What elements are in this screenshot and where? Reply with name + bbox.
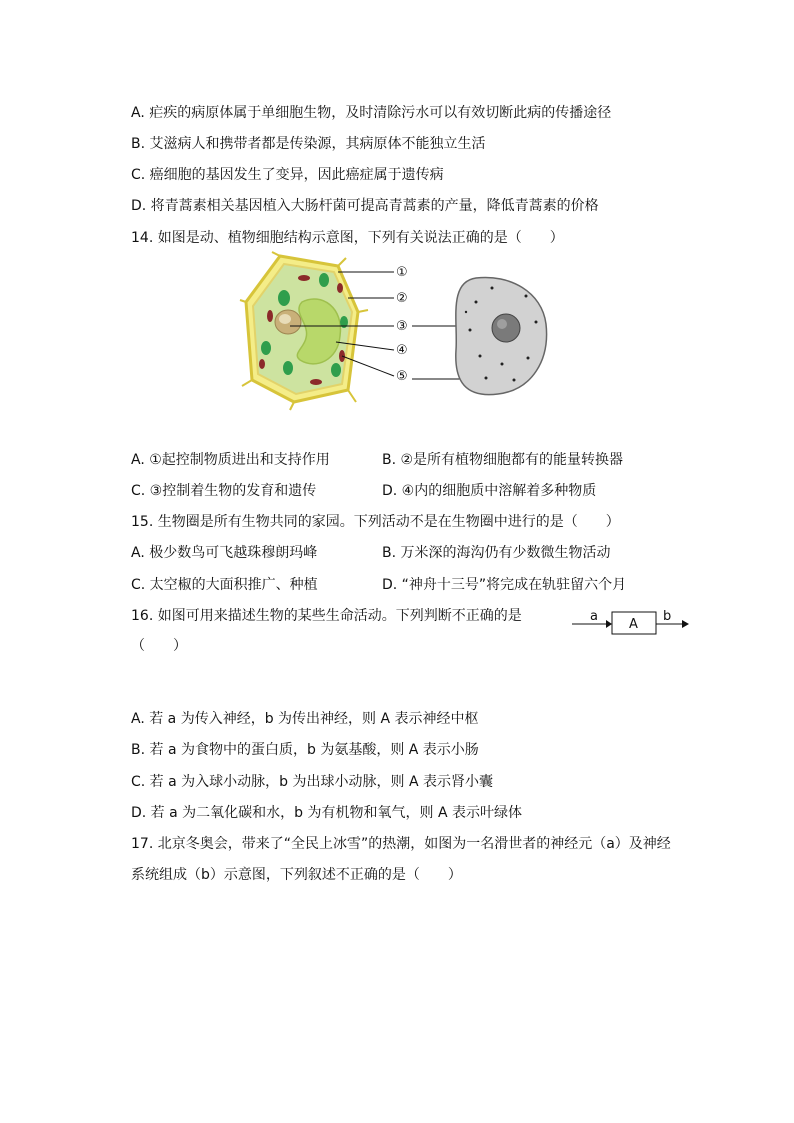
plant-cell-illustration [240,252,368,410]
animal-cell-illustration [456,277,547,394]
label-1: ① [396,265,408,280]
q14-option-d: D. ④内的细胞质中溶解着多种物质 [382,483,597,499]
q14-option-c: C. ③控制着生物的发育和遗传 [131,483,317,499]
q16-option-c: C. 若 a 为入球小动脉，b 为出球小动脉，则 A 表示肾小囊 [131,774,493,790]
q13-option-d: D. 将青蒿素相关基因植入大肠杆菌可提高青蒿素的产量，降低青蒿素的价格 [131,198,599,214]
q13-option-a: A. 疟疾的病原体属于单细胞生物，及时清除污水可以有效切断此病的传播途径 [131,105,612,121]
label-4: ④ [396,343,408,358]
q14-stem: 14. 如图是动、植物细胞结构示意图，下列有关说法正确的是（ ） [131,230,564,246]
label-3: ③ [396,319,408,334]
q15-option-a: A. 极少数鸟可飞越珠穆朗玛峰 [131,545,318,561]
q15-option-b: B. 万米深的海沟仍有少数微生物活动 [382,545,611,561]
label-2: ② [396,291,408,306]
q17-stem-cont: 系统组成（b）示意图，下列叙述不正确的是（ ） [131,867,462,883]
q13-option-c: C. 癌细胞的基因发生了变异，因此癌症属于遗传病 [131,167,444,183]
q16-option-d: D. 若 a 为二氧化碳和水，b 为有机物和氧气，则 A 表示叶绿体 [131,805,522,821]
q16-stem: 16. 如图可用来描述生物的某些生命活动。下列判断不正确的是 [131,608,522,624]
q16-option-b: B. 若 a 为食物中的蛋白质，b 为氨基酸，则 A 表示小肠 [131,742,479,758]
q16-stem-paren: （ ） [131,638,187,654]
q13-option-b: B. 艾滋病人和携带者都是传染源，其病原体不能独立生活 [131,136,486,152]
q15-option-d: D. “神舟十三号”将完成在轨驻留六个月 [382,577,627,593]
diagram-output-label: b [663,609,672,624]
q14-option-b: B. ②是所有植物细胞都有的能量转换器 [382,452,624,468]
q15-stem: 15. 生物圈是所有生物共同的家园。下列活动不是在生物圈中进行的是（ ） [131,514,620,530]
diagram-input-label: a [590,609,598,624]
q17-stem: 17. 北京冬奥会，带来了“全民上冰雪”的热潮，如图为一名滑世者的神经元（a）及神经 [131,836,671,852]
diagram-box-label: A [629,617,638,632]
cell-structure-figure [240,252,560,412]
q14-option-a: A. ①起控制物质进出和支持作用 [131,452,330,468]
process-diagram [570,608,692,638]
label-5: ⑤ [396,369,408,384]
q15-option-c: C. 太空椒的大面积推广、种植 [131,577,318,593]
q16-option-a: A. 若 a 为传入神经，b 为传出神经，则 A 表示神经中枢 [131,711,479,727]
